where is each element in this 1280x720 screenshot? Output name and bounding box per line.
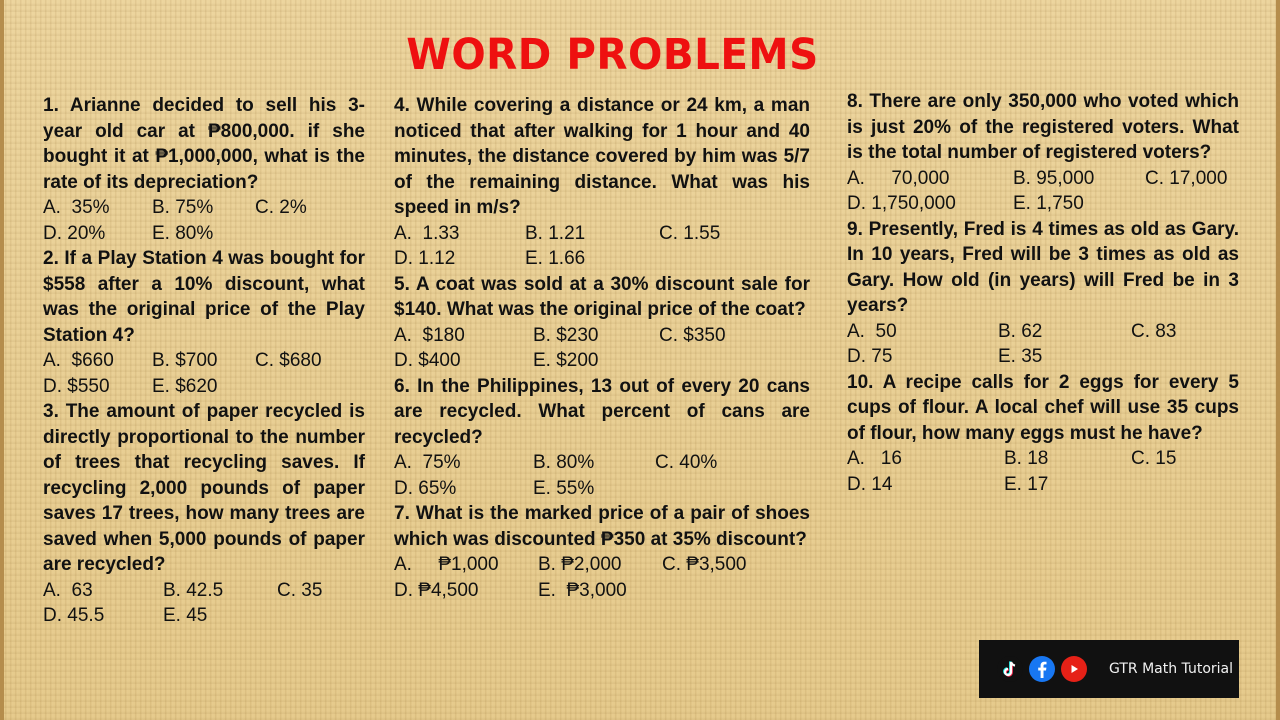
option-b: B. $700 bbox=[152, 350, 218, 371]
question-9 bbox=[847, 217, 1239, 370]
option-a: A. 1.33 bbox=[394, 222, 460, 244]
question-4 bbox=[394, 93, 810, 272]
question-7 bbox=[394, 501, 810, 603]
option-b: B. 1.21 bbox=[525, 222, 586, 244]
answer-options bbox=[847, 166, 1239, 217]
option-c: C. 83 bbox=[1131, 320, 1177, 342]
question-text: 2. If a Play Station 4 was bought for $558 after a 10% discount, what was the original price of the Play Station 4? bbox=[43, 248, 365, 346]
answer-options bbox=[43, 195, 365, 246]
option-d: D. $550 bbox=[43, 375, 110, 397]
option-a: A. 35% bbox=[43, 197, 110, 218]
answer-options bbox=[394, 552, 810, 603]
question-text: 6. In the Philippines, 13 out of every 20 cans are recycled. What percent of cans are recycled? bbox=[394, 375, 810, 448]
answer-options bbox=[43, 348, 365, 399]
question-5 bbox=[394, 272, 810, 374]
option-b: B. 42.5 bbox=[163, 579, 224, 601]
option-c: C. 17,000 bbox=[1145, 167, 1228, 189]
option-a: A. 63 bbox=[43, 579, 93, 601]
option-e: E. 1.66 bbox=[525, 248, 586, 269]
column-right bbox=[847, 89, 1239, 497]
option-a: A. $180 bbox=[394, 324, 465, 346]
answer-options bbox=[394, 450, 810, 501]
option-a: A. 75% bbox=[394, 452, 461, 473]
option-c: C. 2% bbox=[255, 197, 307, 218]
option-c: C. 15 bbox=[1131, 448, 1177, 469]
option-e: E. 45 bbox=[163, 605, 208, 626]
youtube-icon bbox=[1061, 656, 1087, 682]
question-10 bbox=[847, 370, 1239, 498]
facebook-icon bbox=[1029, 656, 1055, 682]
option-b: B. 75% bbox=[152, 197, 214, 218]
question-text: 10. A recipe calls for 2 eggs for every 5 cups of flour. A local chef will use 35 cups of flour, how many eggs must he have? bbox=[847, 371, 1239, 444]
option-e: E. $200 bbox=[533, 350, 599, 371]
option-c: C. 1.55 bbox=[659, 222, 721, 244]
question-1 bbox=[43, 93, 365, 246]
option-a: A. 50 bbox=[847, 320, 897, 342]
option-e: E. 1,750 bbox=[1013, 193, 1084, 214]
question-6 bbox=[394, 374, 810, 502]
option-d: D. 14 bbox=[847, 473, 893, 495]
option-e: E. 17 bbox=[1004, 473, 1049, 495]
option-c: C. 40% bbox=[655, 452, 718, 473]
option-c: C. $680 bbox=[255, 350, 322, 371]
question-text: 1. Arianne decided to sell his 3-year old car at ₱800,000. if she bought it at ₱1,000,000, what is the rate of its depreciation? bbox=[43, 95, 365, 193]
option-a: A. ₱1,000 bbox=[394, 554, 499, 575]
page-title: WORD PROBLEMS bbox=[406, 30, 819, 80]
option-b: B. 62 bbox=[998, 320, 1043, 342]
option-b: B. 95,000 bbox=[1013, 167, 1095, 189]
option-c: C. ₱3,500 bbox=[662, 554, 747, 575]
option-a: A. $660 bbox=[43, 350, 114, 371]
option-e: E. 35 bbox=[998, 346, 1043, 367]
question-text: 9. Presently, Fred is 4 times as old as Gary. In 10 years, Fred will be 3 times as old as Gary. How old (in years) will Fred be in 3 years? bbox=[847, 218, 1239, 316]
answer-options bbox=[43, 578, 365, 629]
option-d: D. 1.12 bbox=[394, 248, 456, 269]
option-d: D. 65% bbox=[394, 477, 457, 499]
option-b: B. 18 bbox=[1004, 448, 1049, 469]
question-3 bbox=[43, 399, 365, 629]
answer-options bbox=[847, 319, 1239, 370]
answer-options bbox=[847, 446, 1239, 497]
question-8 bbox=[847, 89, 1239, 217]
option-c: C. 35 bbox=[277, 579, 323, 601]
question-text: 5. A coat was sold at a 30% discount sale for $140. What was the original price of the coat? bbox=[394, 273, 810, 320]
question-text: 7. What is the marked price of a pair of shoes which was discounted ₱350 at 35% discount? bbox=[394, 503, 810, 550]
option-d: D. 75 bbox=[847, 346, 893, 367]
channel-name: GTR Math Tutorial bbox=[1109, 661, 1234, 677]
option-d: D. 45.5 bbox=[43, 605, 105, 626]
option-d: D. 20% bbox=[43, 222, 106, 244]
option-e: E. $620 bbox=[152, 375, 218, 397]
question-text: 8. There are only 350,000 who voted which is just 20% of the registered voters. What is the total number of registered voters? bbox=[847, 91, 1239, 163]
option-b: B. 80% bbox=[533, 452, 595, 473]
answer-options bbox=[394, 323, 810, 374]
option-e: E. 80% bbox=[152, 222, 214, 244]
option-d: D. 1,750,000 bbox=[847, 193, 956, 214]
option-b: B. $230 bbox=[533, 324, 599, 346]
option-e: E. ₱3,000 bbox=[538, 579, 627, 601]
option-b: B. ₱2,000 bbox=[538, 554, 622, 575]
option-d: D. ₱4,500 bbox=[394, 579, 479, 601]
question-text: 3. The amount of paper recycled is directly proportional to the number of trees that recycling saves. If recycling 2,000 pounds of paper saves 17 trees, how many trees are saved when 5,000 pounds of paper are recycled? bbox=[43, 401, 365, 575]
column-left bbox=[43, 93, 365, 629]
option-e: E. 55% bbox=[533, 477, 595, 499]
option-c: C. $350 bbox=[659, 324, 726, 346]
option-d: D. $400 bbox=[394, 350, 461, 371]
tiktok-icon bbox=[997, 656, 1023, 682]
question-text: 4. While covering a distance or 24 km, a man noticed that after walking for 1 hour and 40 minutes, the distance covered by him was 5/7 of the remaining distance. What was his speed in m/s? bbox=[394, 95, 810, 218]
option-a: A. 16 bbox=[847, 448, 902, 469]
column-middle bbox=[394, 93, 810, 603]
channel-watermark bbox=[979, 640, 1239, 698]
option-a: A. 70,000 bbox=[847, 167, 950, 189]
answer-options bbox=[394, 221, 810, 272]
question-2 bbox=[43, 246, 365, 399]
